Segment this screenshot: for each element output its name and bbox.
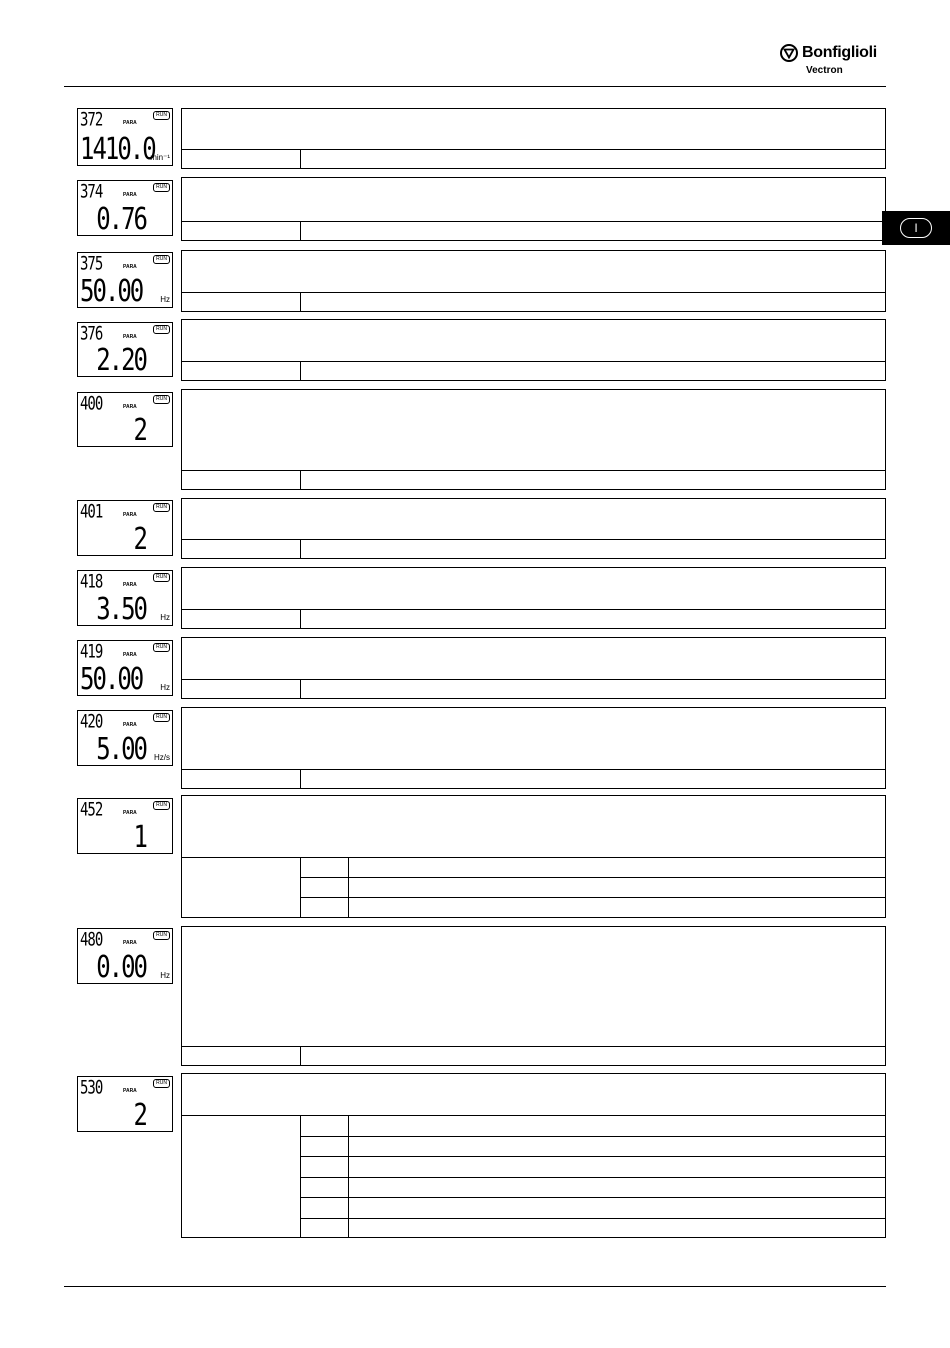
para-label: PARA xyxy=(123,940,137,946)
header-rule xyxy=(64,86,886,87)
parameter-value: 0.76 xyxy=(96,201,146,237)
language-tab-label: I xyxy=(900,218,932,238)
para-label: PARA xyxy=(123,512,137,518)
table-row xyxy=(300,897,885,898)
parameter-value: 2.20 xyxy=(96,342,146,378)
parameter-number: 418 xyxy=(80,572,103,593)
column-divider xyxy=(348,857,349,918)
parameter-number: 530 xyxy=(80,1078,103,1099)
parameter-number: 419 xyxy=(80,642,103,663)
para-label: PARA xyxy=(123,810,137,816)
run-badge: RUN xyxy=(153,111,170,120)
run-badge: RUN xyxy=(153,325,170,334)
parameter-value: 3.50 xyxy=(96,591,146,627)
parameter-display-401 xyxy=(77,500,173,556)
parameter-value: 5.00 xyxy=(96,731,146,767)
parameter-value: 0.00 xyxy=(96,949,146,985)
parameter-value: 2 xyxy=(133,412,146,448)
run-badge: RUN xyxy=(153,713,170,722)
parameter-table-400 xyxy=(181,389,886,490)
parameter-unit: Hz/s xyxy=(154,753,170,762)
table-row xyxy=(300,1197,885,1198)
run-badge: RUN xyxy=(153,801,170,810)
parameter-unit: Hz xyxy=(160,971,170,980)
para-label: PARA xyxy=(123,334,137,340)
parameter-number: 420 xyxy=(80,712,103,733)
table-row xyxy=(300,1136,885,1137)
column-divider xyxy=(300,1046,301,1066)
table-row xyxy=(182,292,885,293)
para-label: PARA xyxy=(123,652,137,658)
column-divider xyxy=(300,539,301,559)
parameter-value: 50.00 xyxy=(80,273,143,309)
parameter-number: 374 xyxy=(80,182,103,203)
run-badge: RUN xyxy=(153,183,170,192)
run-badge: RUN xyxy=(153,573,170,582)
parameter-number: 452 xyxy=(80,800,103,821)
run-badge: RUN xyxy=(153,395,170,404)
parameter-number: 401 xyxy=(80,502,103,523)
table-row xyxy=(182,769,885,770)
table-row xyxy=(300,877,885,878)
parameter-display-376 xyxy=(77,322,173,377)
table-row xyxy=(182,221,885,222)
column-divider xyxy=(300,679,301,699)
column-divider xyxy=(300,470,301,490)
table-row xyxy=(182,149,885,150)
parameter-table-376 xyxy=(181,319,886,381)
run-badge: RUN xyxy=(153,643,170,652)
table-row xyxy=(182,609,885,610)
parameter-number: 480 xyxy=(80,930,103,951)
para-label: PARA xyxy=(123,722,137,728)
column-divider xyxy=(300,361,301,381)
bonfiglioli-logo-icon xyxy=(780,44,798,62)
brand-sub: Vectron xyxy=(806,65,843,76)
table-row xyxy=(300,1177,885,1178)
parameter-display-419 xyxy=(77,640,173,696)
table-row xyxy=(300,1218,885,1219)
parameter-unit: min⁻¹ xyxy=(150,153,170,162)
parameter-unit: Hz xyxy=(160,295,170,304)
parameter-display-452 xyxy=(77,798,173,854)
parameter-value: 1 xyxy=(133,819,146,855)
table-row xyxy=(300,1156,885,1157)
parameter-value: 50.00 xyxy=(80,661,143,697)
parameter-value: 1410.0 xyxy=(80,131,155,167)
brand-name: Bonfiglioli xyxy=(802,44,877,61)
run-badge: RUN xyxy=(153,931,170,940)
parameter-table-418 xyxy=(181,567,886,629)
footer-rule xyxy=(64,1286,886,1287)
table-row xyxy=(182,470,885,471)
parameter-value: 2 xyxy=(133,521,146,557)
table-row xyxy=(182,1115,885,1116)
para-label: PARA xyxy=(123,582,137,588)
para-label: PARA xyxy=(123,1088,137,1094)
parameter-unit: Hz xyxy=(160,683,170,692)
column-divider xyxy=(300,769,301,789)
parameter-number: 376 xyxy=(80,324,103,345)
parameter-display-372 xyxy=(77,108,173,166)
parameter-table-480 xyxy=(181,926,886,1066)
parameter-display-375 xyxy=(77,252,173,308)
parameter-number: 375 xyxy=(80,254,103,275)
parameter-display-418 xyxy=(77,570,173,626)
parameter-table-401 xyxy=(181,498,886,559)
run-badge: RUN xyxy=(153,503,170,512)
para-label: PARA xyxy=(123,120,137,126)
parameter-display-400 xyxy=(77,392,173,447)
language-tab xyxy=(882,211,950,245)
parameter-display-420 xyxy=(77,710,173,766)
run-badge: RUN xyxy=(153,1079,170,1088)
para-label: PARA xyxy=(123,264,137,270)
parameter-display-530 xyxy=(77,1076,173,1132)
parameter-table-420 xyxy=(181,707,886,789)
table-row xyxy=(182,539,885,540)
parameter-display-480 xyxy=(77,928,173,984)
parameter-display-374 xyxy=(77,180,173,236)
column-divider xyxy=(300,149,301,169)
column-divider xyxy=(300,221,301,241)
parameter-table-530 xyxy=(181,1073,886,1238)
para-label: PARA xyxy=(123,192,137,198)
para-label: PARA xyxy=(123,404,137,410)
parameter-value: 2 xyxy=(133,1097,146,1133)
column-divider xyxy=(300,857,301,918)
table-row xyxy=(182,857,885,858)
parameter-table-419 xyxy=(181,637,886,699)
parameter-number: 400 xyxy=(80,394,103,415)
parameter-number: 372 xyxy=(80,110,103,131)
column-divider xyxy=(300,609,301,629)
table-row xyxy=(182,1046,885,1047)
run-badge: RUN xyxy=(153,255,170,264)
table-row xyxy=(182,679,885,680)
brand-logo xyxy=(780,44,890,80)
parameter-table-374 xyxy=(181,177,886,241)
parameter-table-372 xyxy=(181,108,886,169)
parameter-table-452 xyxy=(181,795,886,918)
parameter-unit: Hz xyxy=(160,613,170,622)
column-divider xyxy=(300,292,301,312)
parameter-table-375 xyxy=(181,250,886,312)
table-row xyxy=(182,361,885,362)
